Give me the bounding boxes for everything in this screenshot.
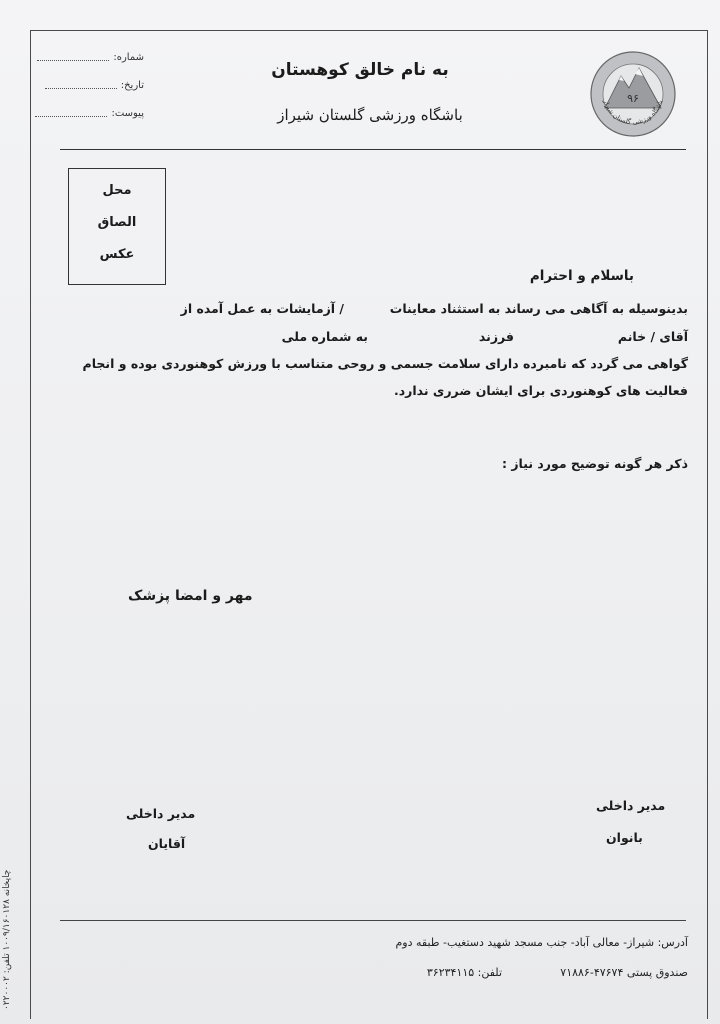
- header-divider: [60, 149, 686, 150]
- men-manager-sub: آقایان: [148, 836, 186, 851]
- date-dots: [45, 88, 117, 89]
- photo-placeholder: [68, 168, 166, 285]
- child-of-label: فرزند: [478, 329, 514, 344]
- date-field: [45, 80, 144, 91]
- printer-note: چاپخانه ۱۰۰۹/۱۶۰۱۲۸ تلفن: ۰۲۲۰۰۰۲: [2, 869, 12, 1010]
- name-label: آقای / خانم: [617, 329, 688, 344]
- phone: تلفن: ۳۶۲۳۴۱۱۵: [426, 966, 502, 979]
- statement-line1-part1: بدینوسیله به آگاهی می رساند به استثناد معاینات: [389, 301, 688, 316]
- women-manager-sub: بانوان: [606, 830, 643, 845]
- women-manager-title: مدیر داخلی: [596, 798, 666, 813]
- date-label: تاریخ:: [120, 80, 144, 91]
- statement-line3: گواهی می گردد که نامبرده دارای سلامت جسمی و روحی متناسب با ورزش کوهنوردی بوده و انجام: [82, 356, 688, 371]
- attachment-label: پیوست:: [111, 108, 144, 119]
- greeting: باسلام و احترام: [529, 268, 634, 284]
- number-label: شماره:: [113, 52, 144, 63]
- attachment-field: [35, 108, 144, 119]
- explanation-label: ذکر هر گونه توضیح مورد نیاز :: [502, 456, 688, 471]
- footer-divider: [60, 920, 686, 921]
- page-title: به نام خالق کوهستان: [271, 60, 449, 80]
- number-field: [37, 52, 144, 63]
- statement-line1-part2: / آزمایشات به عمل آمده از: [180, 301, 344, 316]
- attachment-dots: [35, 116, 107, 117]
- address: آدرس: شیراز- معالی آباد- جنب مسجد شهید دستغیب- طبقه دوم: [395, 936, 688, 949]
- club-name: باشگاه ورزشی گلستان شیراز: [277, 106, 463, 124]
- number-dots: [37, 60, 109, 61]
- national-id-label: به شماره ملی: [281, 329, 368, 344]
- photo-label-line2: الصاق: [97, 215, 137, 230]
- statement-line4: فعالیت های کوهنوردی برای ایشان ضرری ندارد.: [393, 383, 688, 398]
- po-box: صندوق پستی ۴۷۶۷۴-۷۱۸۸۶: [560, 966, 688, 979]
- club-logo-icon: [589, 50, 677, 138]
- logo-text: باشگاه ورزشی گلستان شیراز: [601, 99, 665, 127]
- photo-label-line3: عکس: [99, 247, 135, 262]
- men-manager-title: مدیر داخلی: [126, 806, 196, 821]
- logo-number: ۹۶: [627, 92, 639, 105]
- photo-label-line1: محل: [102, 183, 132, 198]
- doctor-signature-label: مهر و امضا پزشک: [128, 588, 253, 604]
